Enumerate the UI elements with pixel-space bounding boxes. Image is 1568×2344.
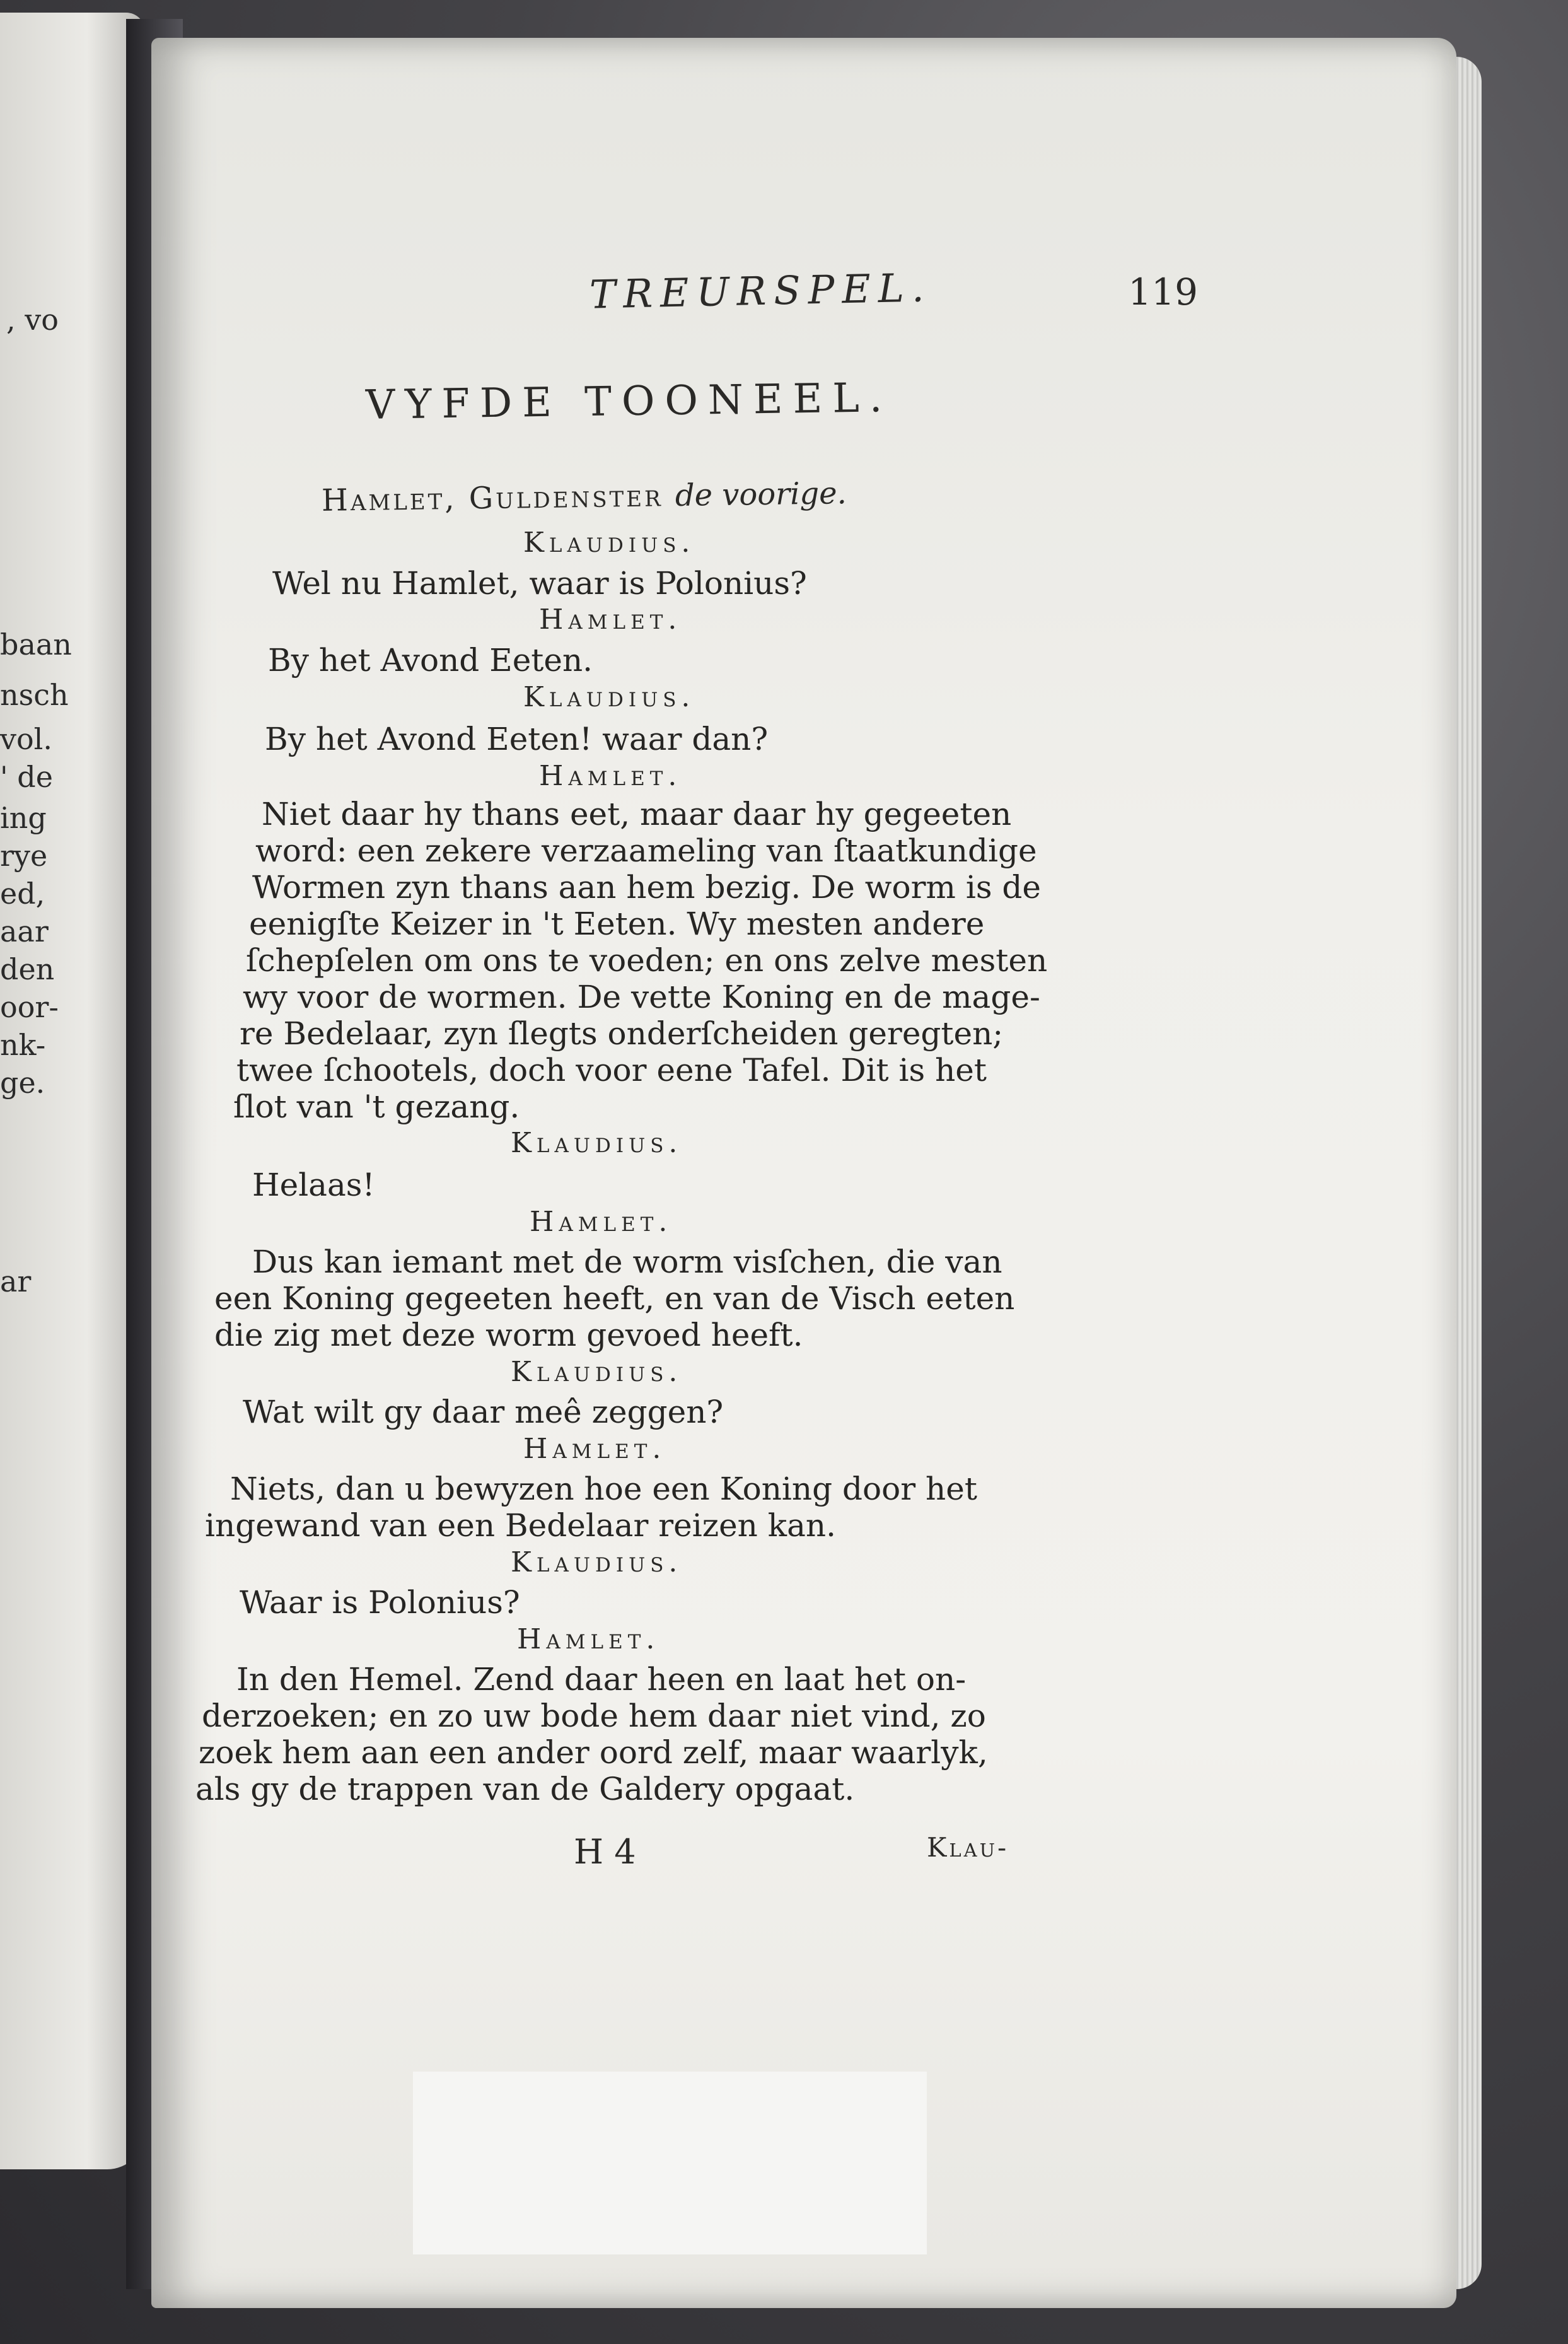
left-page-fragment: baan	[0, 627, 72, 662]
dialogue-line: ſchepſelen om ons te voeden; en ons zelve mesten	[246, 942, 1048, 979]
running-title: TREURSPEL.	[589, 264, 932, 318]
left-page-fragment: ' de	[0, 760, 53, 794]
dialogue-line: Wel nu Hamlet, waar is Polonius?	[272, 565, 807, 602]
speaker-name: Klaudius.	[523, 527, 695, 559]
speaker-name: Hamlet.	[523, 1433, 666, 1465]
left-page-fragment: rye	[0, 839, 48, 873]
dialogue-line: een Koning gegeeten heeft, en van de Visch eeten	[214, 1280, 1015, 1317]
dialogue-line: die zig met deze worm gevoed heeft.	[214, 1317, 803, 1353]
speaker-name: Hamlet.	[517, 1623, 660, 1655]
speaker-name: Klaudius.	[511, 1356, 683, 1388]
cast-names: Hamlet, Guldenster	[321, 478, 664, 518]
blank-label-patch	[413, 2072, 927, 2254]
page-number: 119	[1128, 271, 1198, 313]
dialogue-line: Waar is Polonius?	[240, 1584, 520, 1621]
dialogue-line: als gy de trappen van de Galdery opgaat.	[195, 1771, 855, 1807]
dialogue	[151, 38, 1456, 2308]
signature-mark: H 4	[574, 1832, 636, 1872]
speaker-name: Klaudius.	[511, 1546, 683, 1578]
left-page-fragment: ar	[0, 1264, 32, 1298]
left-page-fragment: nsch	[0, 678, 69, 712]
dialogue-line: Helaas!	[252, 1167, 375, 1203]
left-page-fragment: den	[0, 952, 55, 986]
speaker-name: Klaudius.	[511, 1127, 683, 1159]
dialogue-line: word: een zekere verzaameling van ſtaatkundige	[255, 832, 1037, 869]
dialogue-line: In den Hemel. Zend daar heen en laat het on-	[236, 1661, 967, 1698]
dialogue-line: derzoeken; en zo uw bode hem daar niet vind, zo	[202, 1698, 986, 1734]
left-page-fragment: ed,	[0, 877, 45, 911]
cast-rest: de voorige.	[675, 475, 847, 513]
scene-title: VYFDE TOONEEL.	[365, 375, 893, 429]
dialogue-line: twee ſchootels, doch voor eene Tafel. Dit is het	[236, 1052, 987, 1088]
speaker-name: Hamlet.	[539, 603, 682, 636]
dialogue-line: By het Avond Eeten.	[268, 642, 593, 679]
left-page-fragment: oor-	[0, 990, 59, 1024]
left-page-fragment: ing	[0, 801, 47, 835]
dialogue-line: Wormen zyn thans aan hem bezig. De worm is de	[252, 869, 1042, 906]
dialogue-line: Niets, dan u bewyzen hoe een Koning door het	[230, 1471, 977, 1507]
speaker-name: Klaudius.	[523, 681, 695, 713]
dialogue-line: Niet daar hy thans eet, maar daar hy gegeeten	[262, 796, 1012, 832]
speaker-name: Hamlet.	[539, 760, 682, 792]
dialogue-line: By het Avond Eeten! waar dan?	[265, 721, 769, 757]
dialogue-line: Wat wilt gy daar meê zeggen?	[243, 1394, 724, 1430]
left-page-fragment: nk-	[0, 1028, 46, 1062]
left-page-fragment: vol.	[0, 722, 53, 756]
dialogue-line: wy voor de wormen. De vette Koning en de mage-	[243, 979, 1040, 1015]
left-page	[0, 13, 145, 2169]
left-page-fragment: , vo	[6, 303, 59, 337]
dialogue-line: eenigſte Keizer in 't Eeten. Wy mesten andere	[249, 906, 985, 942]
dialogue-line: re Bedelaar, zyn ſlegts onderſcheiden geregten;	[240, 1015, 1004, 1052]
left-page-fragment: ge.	[0, 1066, 45, 1100]
speaker-name: Hamlet.	[530, 1206, 673, 1238]
dialogue-line: Dus kan iemant met de worm visſchen, die van	[252, 1244, 1002, 1280]
catchword: Klau-	[927, 1832, 1009, 1863]
right-page	[151, 38, 1456, 2308]
dialogue-line: ſlot van 't gezang.	[233, 1088, 520, 1125]
dialogue-line: ingewand van een Bedelaar reizen kan.	[205, 1507, 836, 1544]
left-page-fragment: aar	[0, 914, 49, 948]
dialogue-line: zoek hem aan een ander oord zelf, maar waarlyk,	[199, 1734, 988, 1771]
